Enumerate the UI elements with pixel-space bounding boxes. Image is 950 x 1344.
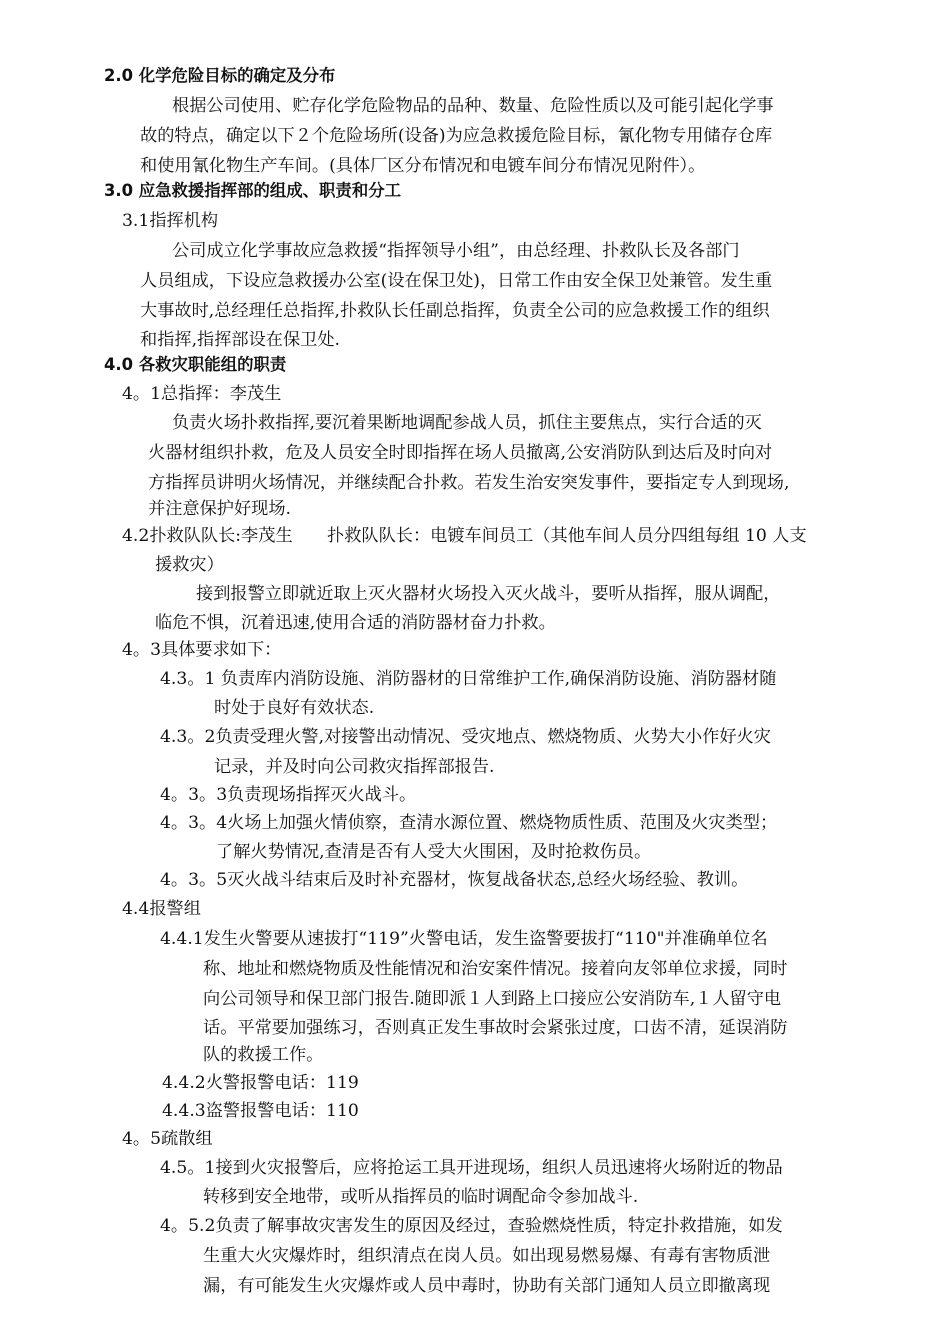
subsection-heading: 3.1指挥机构 <box>122 211 219 231</box>
text-line: 火器材组织扑救，危及人员安全时即指挥在场人员撤离,公安消防队到达后及时向对 <box>148 443 773 463</box>
text-line: 向公司领导和保卫部门报告.随即派１人到路上口接应公安消防车,１人留守电 <box>203 989 782 1009</box>
subsection-heading: 4。5疏散组 <box>122 1129 213 1149</box>
list-item: 4.4.3盗警报警电话：110 <box>162 1101 359 1121</box>
section-heading-3: 3.0 应急救援指挥部的组成、职责和分工 <box>104 181 401 200</box>
list-item: 4.3。2负责受理火警,对接警出动情况、受灾地点、燃烧物质、火势大小作好火灾 <box>160 727 771 747</box>
list-item: 4。3。5灭火战斗结束后及时补充器材，恢复战备状态,总经火场经验、教训。 <box>160 870 749 890</box>
text-line: 临危不惧，沉着迅速,使用合适的消防器材奋力扑救。 <box>155 613 556 633</box>
text-line: 大事故时,总经理任总指挥,扑救队长任副总指挥，负责全公司的应急救援工作的组织 <box>140 301 770 321</box>
text-line: 时处于良好有效状态. <box>214 698 375 718</box>
text-line: 方指挥员讲明火场情况，并继续配合扑救。若发生治安突发事件，要指定专人到现场, <box>148 473 790 493</box>
list-item: 4.4.2火警报警电话：119 <box>162 1073 359 1093</box>
list-item: 4。5.2负责了解事故灾害发生的原因及经过，查验燃烧性质，特定扑救措施，如发 <box>160 1216 783 1236</box>
text-line: 转移到安全地带，或听从指挥员的临时调配命令参加战斗. <box>203 1187 639 1207</box>
text-line: 根据公司使用、贮存化学危险物品的品种、数量、危险性质以及可能引起化学事 <box>172 96 774 116</box>
list-item: 4.5。1接到火灾报警后，应将抢运工具开进现场，组织人员迅速将火场附近的物品 <box>160 1158 783 1178</box>
text-line: 称、地址和燃烧物质及性能情况和治安案件情况。接着向友邻单位求援，同时 <box>203 959 788 979</box>
text-line: 生重大火灾爆炸时，组织清点在岗人员。如出现易燃易爆、有毒有害物质泄 <box>203 1246 771 1266</box>
subsection-heading: 4。1总指挥：李茂生 <box>122 384 282 404</box>
subsection-heading: 4。3具体要求如下： <box>122 640 282 660</box>
list-item: 4.3。1 负责库内消防设施、消防器材的日常维护工作,确保消防设施、消防器材随 <box>160 669 777 689</box>
list-item: 4.4.1发生火警要从速拔打“119”火警电话，发生盗警要拔打“110"并准确单位名 <box>160 929 768 949</box>
text-line: 了解火势情况,查清是否有人受大火围困，及时抢救伤员。 <box>216 842 652 862</box>
list-item: 4。3。3负责现场指挥灭火战斗。 <box>160 785 417 805</box>
text-line: 话。平常要加强练习，否则真正发生事故时会紧张过度，口齿不清，延误消防 <box>203 1018 788 1038</box>
text-line: 和指挥,指挥部设在保卫处. <box>140 330 340 350</box>
subsection-heading: 4.4报警组 <box>122 899 201 919</box>
text-line: 负责火场扑救指挥,要沉着果断地调配参战人员，抓住主要焦点，实行合适的灭 <box>172 413 762 433</box>
text-line: 记录，并及时向公司救灾指挥部报告. <box>214 757 495 777</box>
section-heading-2: 2.0 化学危险目标的确定及分布 <box>104 66 336 85</box>
text-line: 接到报警立即就近取上灭火器材火场投入灭火战斗，要听从指挥，服从调配， <box>196 584 781 604</box>
text-line: 故的特点，确定以下２个危险场所(设备)为应急救援危险目标，氰化物专用储存仓库 <box>140 126 773 146</box>
text-line: 漏，有可能发生火灾爆炸或人员中毒时，协助有关部门通知人员立即撤离现 <box>203 1276 771 1296</box>
section-heading-4: 4.0 各救灾职能组的职责 <box>104 355 287 374</box>
text-line: 和使用氰化物生产车间。(具体厂区分布情况和电镀车间分布情况见附件）。 <box>140 156 706 176</box>
text-line: 并注意保护好现场. <box>148 499 291 519</box>
text-line: 公司成立化学事故应急救援“指挥领导小组”，由总经理、扑救队长及各部门 <box>172 241 740 261</box>
subsection-heading: 4.2扑救队队长:李茂生 扑救队队长：电镀车间员工（其他车间人员分四组每组 10 人支 <box>122 526 807 546</box>
list-item: 4。3。4火场上加强火情侦察，查清水源位置、燃烧物质性质、范围及火灾类型； <box>160 813 778 833</box>
text-line: 人员组成，下设应急救援办公室(设在保卫处)，日常工作由安全保卫处兼管。发生重 <box>140 271 773 291</box>
text-line: 队的救援工作。 <box>203 1045 324 1065</box>
text-line: 援救灾） <box>155 555 224 575</box>
